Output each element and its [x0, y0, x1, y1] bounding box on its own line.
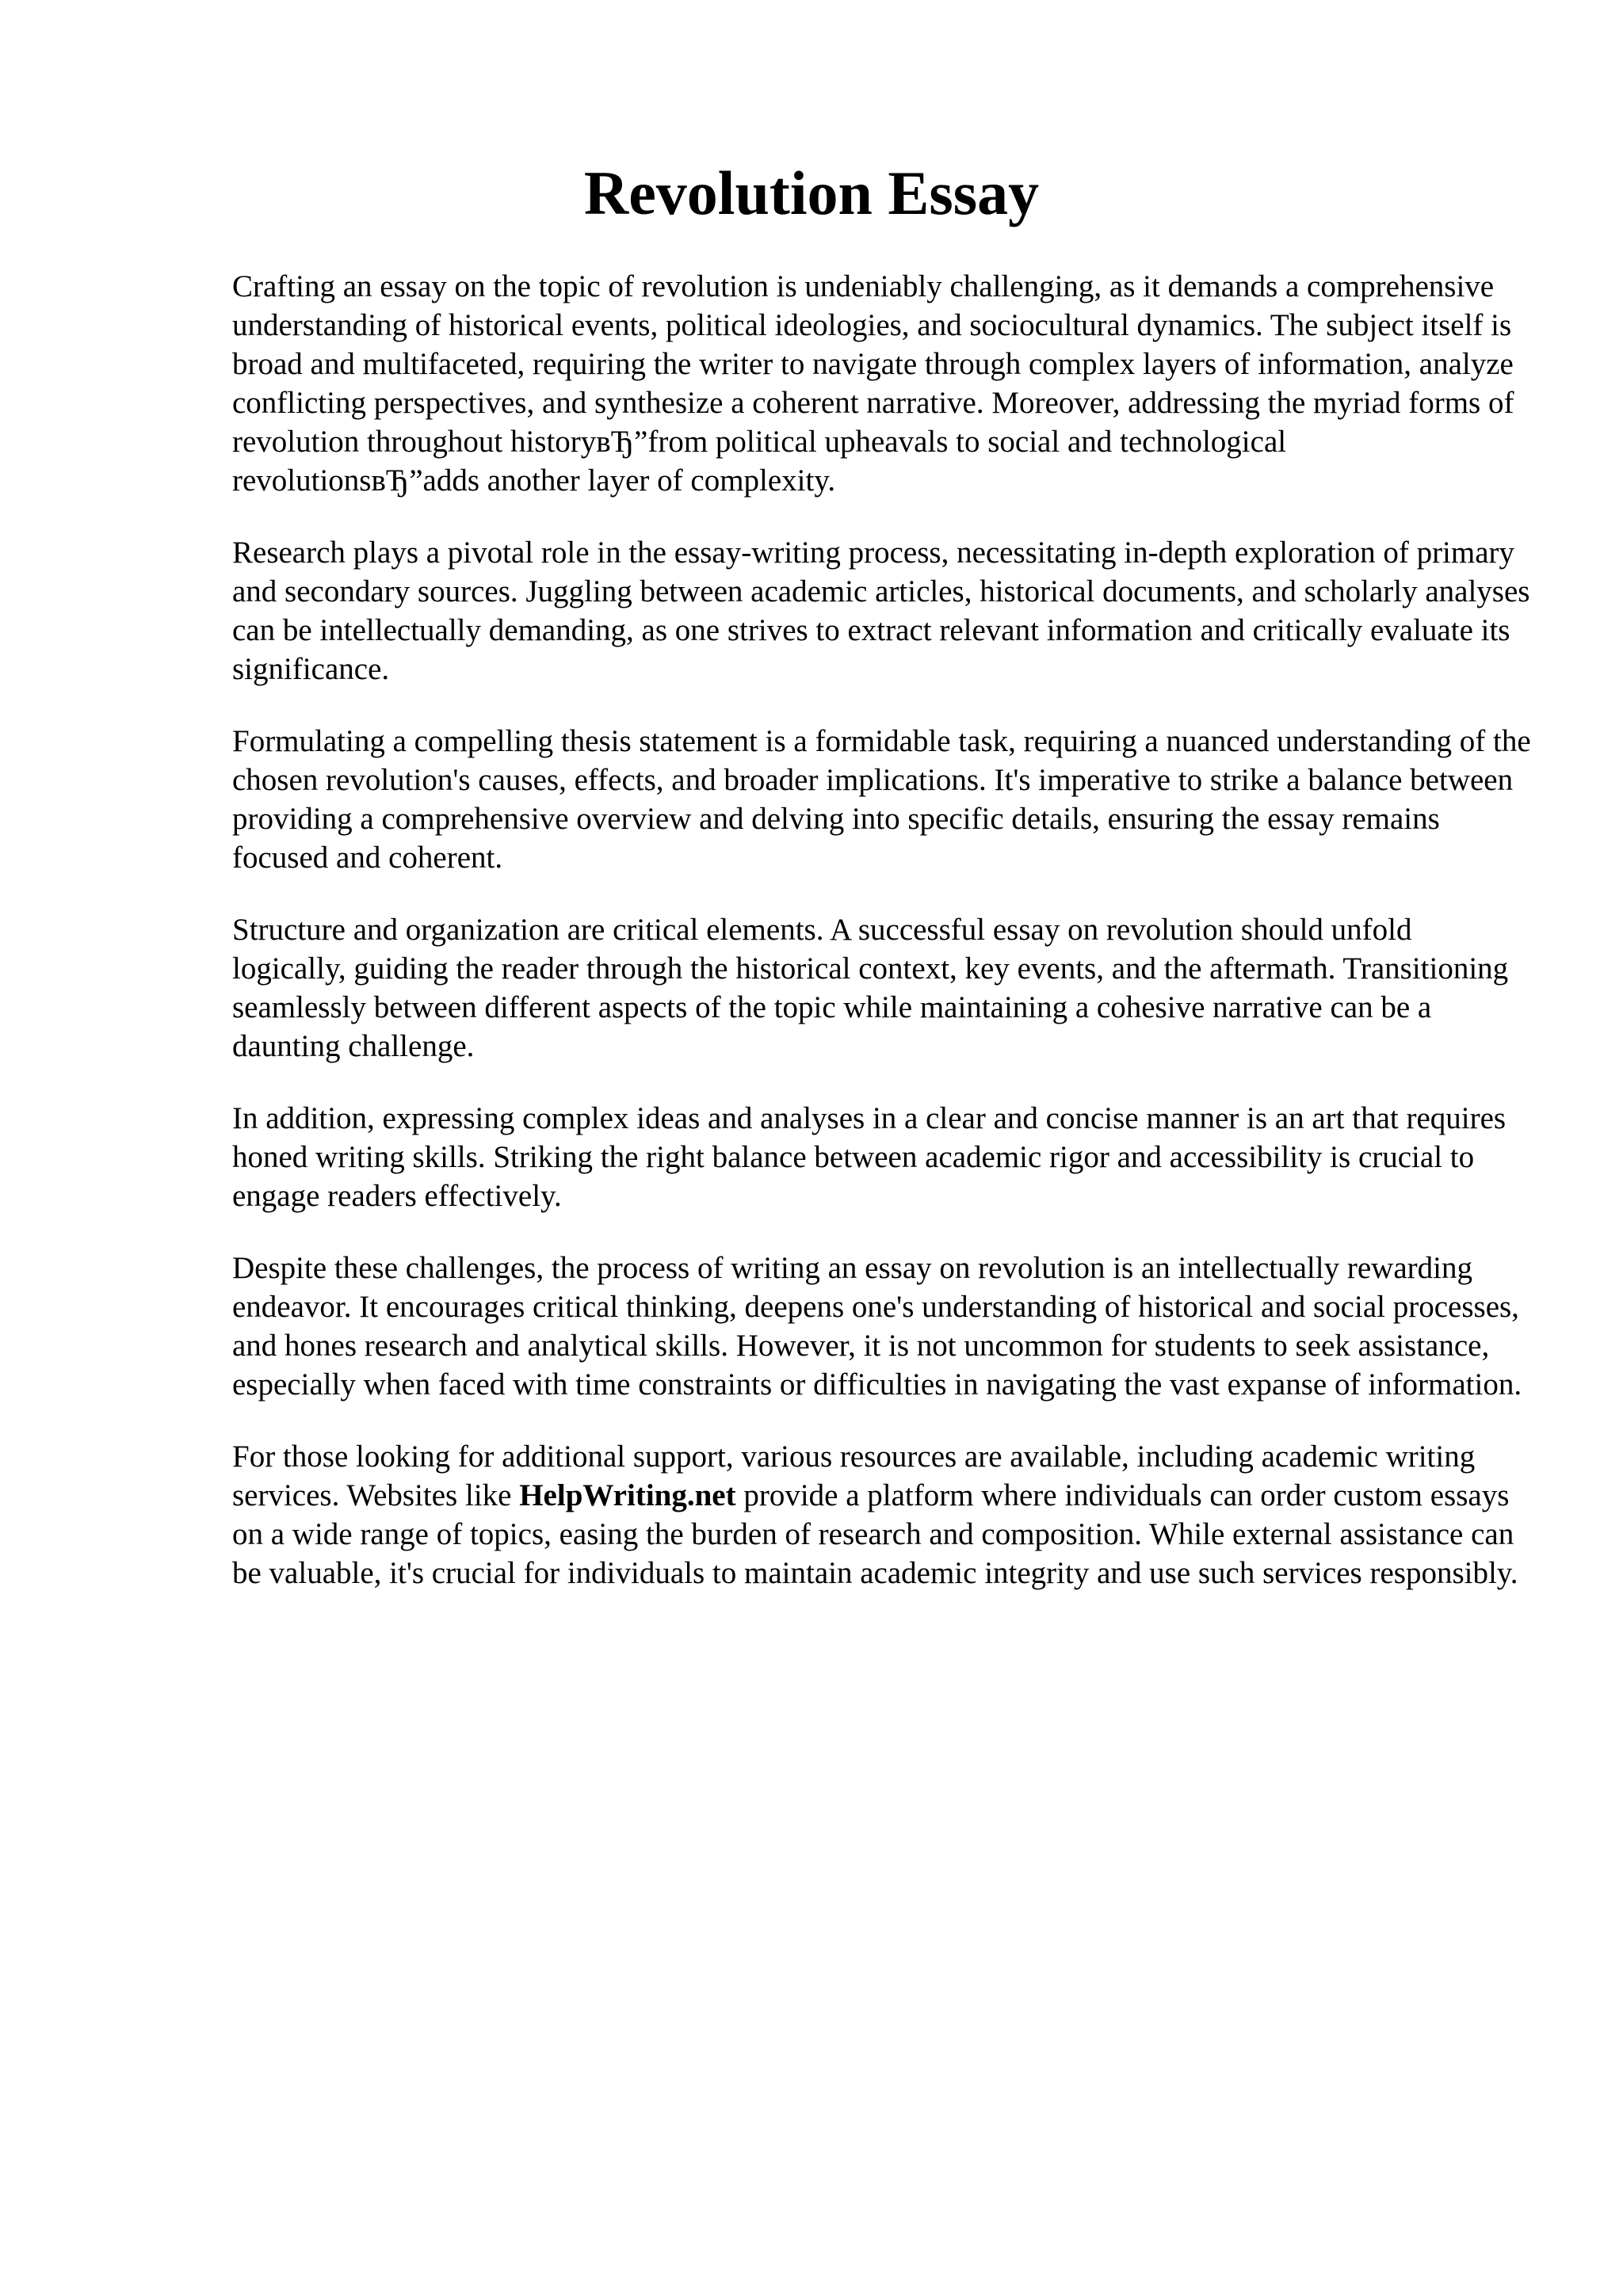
- paragraph-5: In addition, expressing complex ideas and analyses in a clear and concise manner is an art that requires honed writing skills. Striking the right balance between academic rigor and accessibility is crucial to engage readers effectively.: [232, 1101, 1507, 1213]
- essay-body: [232, 267, 1532, 1626]
- paragraph-6: Despite these challenges, the process of writing an essay on revolution is an intellectually rewarding endeavor. It encourages critical thinking, deepens one's understanding of historical and social processes, and hones research and analytical skills. However, it is not uncommon for students to seek assistance, especially when faced with time constraints or difficulties in navigating the vast expanse of information.: [232, 1251, 1522, 1402]
- helpwriting-link[interactable]: HelpWriting.net: [519, 1478, 736, 1512]
- paragraph-3: Formulating a compelling thesis statement is a formidable task, requiring a nuanced understanding of the chosen revolution's causes, effects, and broader implications. It's imperative to strike a balance between providing a comprehensive overview and delving into specific details, ensuring the essay remains focused and coherent.: [232, 724, 1531, 875]
- paragraph-1: Crafting an essay on the topic of revolution is undeniably challenging, as it demands a comprehensive understanding of historical events, political ideologies, and sociocultural dynamics. The subject itself is broad and multifaceted, requiring the writer to navigate through complex layers of information, analyze conflicting perspectives, and synthesize a coherent narrative. Moreover, addressing the myriad forms of revolution throughout historyвЂ”from political upheavals to social and technological revolutionsвЂ”adds another layer of complexity.: [232, 269, 1514, 498]
- page-title: Revolution Essay: [583, 158, 1040, 227]
- paragraph-4: Structure and organization are critical elements. A successful essay on revolution should unfold logically, guiding the reader through the historical context, key events, and the aftermath. Transitioning seamlessly between different aspects of the topic while maintaining a cohesive narrative can be a daunting challenge.: [232, 913, 1509, 1063]
- paragraph-7-tail: provide a platform where individuals can order custom essays on a wide range of topics, easing the burden of research and composition. While external assistance can be valuable, it's crucial for individuals to maintain academic integrity and use such services responsibly.: [232, 1478, 1518, 1590]
- paragraph-2: Research plays a pivotal role in the essay-writing process, necessitating in-depth exploration of primary and secondary sources. Juggling between academic articles, historical documents, and scholarly analyses can be intellectually demanding, as one strives to extract relevant information and critically evaluate its significance.: [232, 536, 1530, 686]
- paragraph-7: [232, 1437, 1532, 1592]
- paragraph-7-lead: For those looking for additional support, various resources are available, including academic writing services. Websites like: [232, 1440, 1476, 1512]
